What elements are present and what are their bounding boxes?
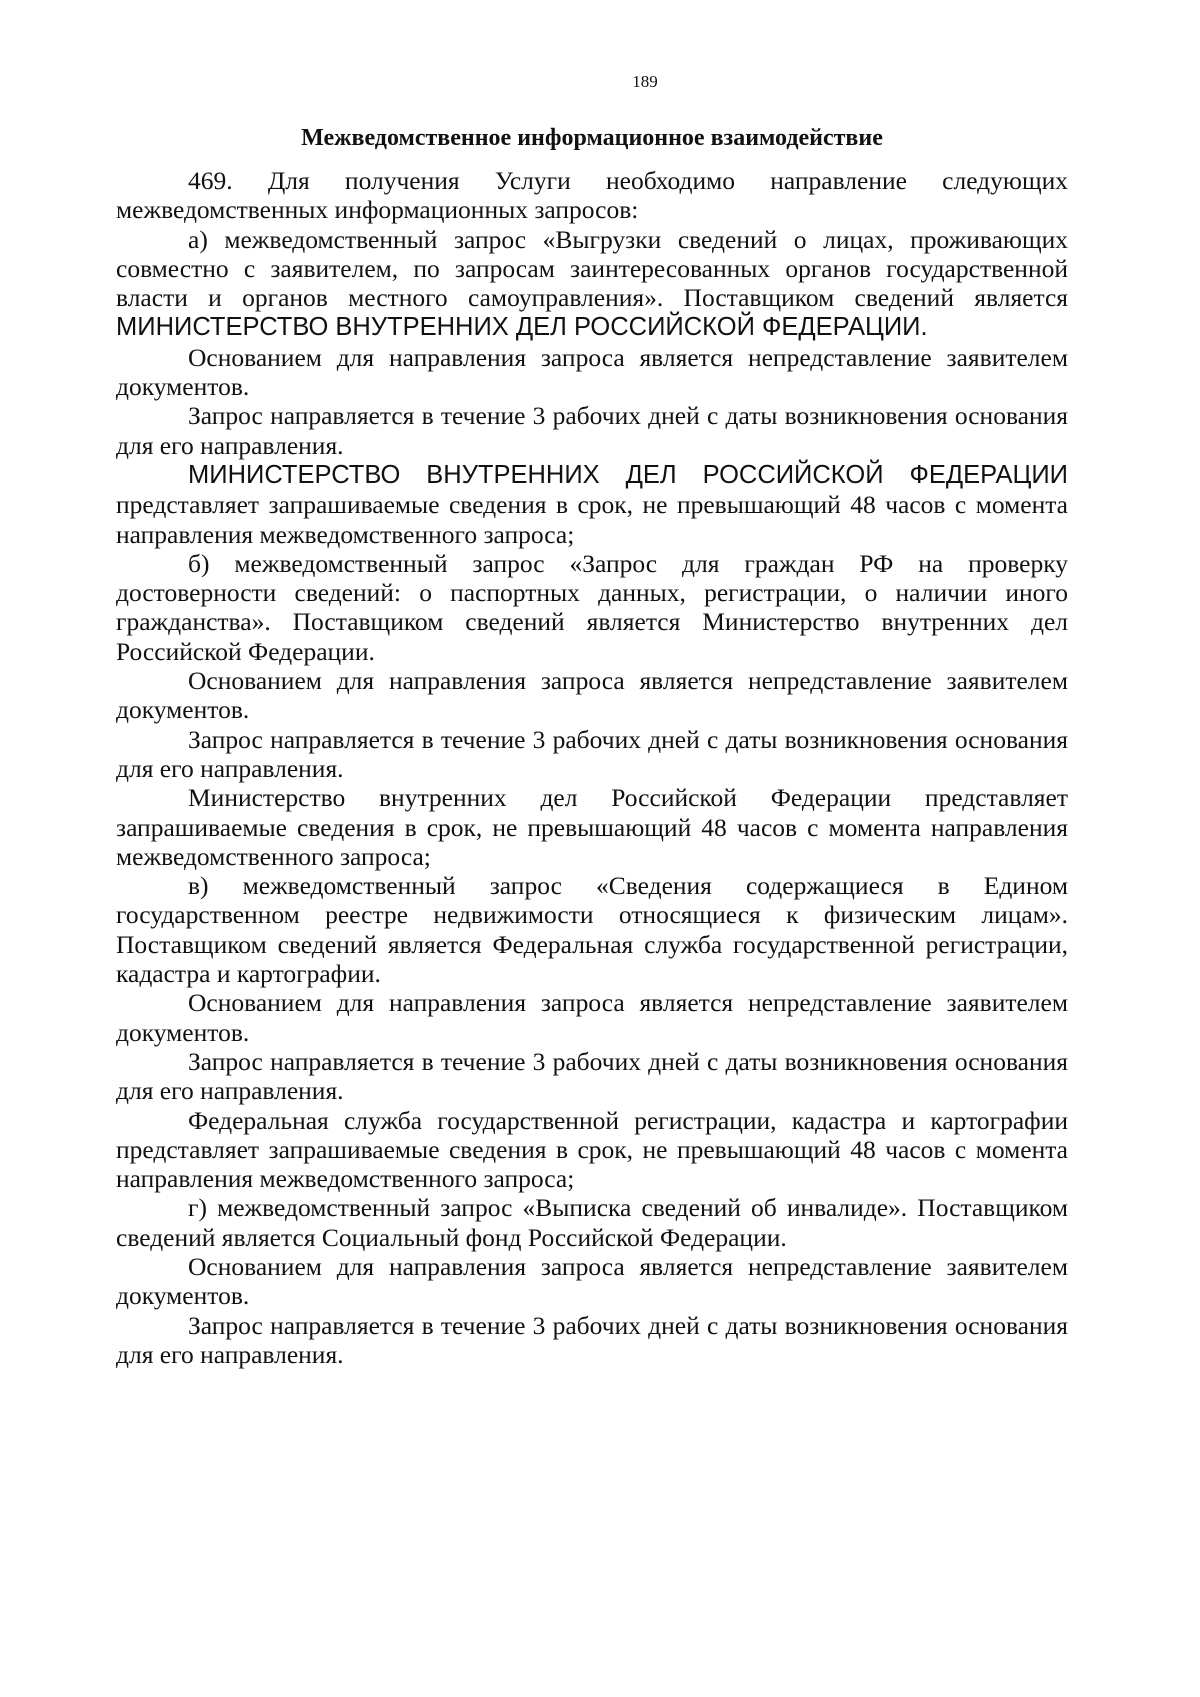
paragraph — [116, 988, 1068, 1047]
paragraph — [116, 871, 1068, 988]
paragraph — [116, 1311, 1068, 1370]
paragraph — [116, 401, 1068, 460]
paragraph — [116, 1252, 1068, 1311]
paragraph — [116, 549, 1068, 666]
paragraph-text: б) межведомственный запрос «Запрос для граждан РФ на проверку достоверности сведений: о паспортных данных, регистрации, о наличии иного гражданства». Поставщиком сведений является Министерство внутренних дел Российской Федерации. — [116, 548, 1068, 666]
paragraph — [116, 166, 1068, 225]
paragraph — [116, 1047, 1068, 1106]
paragraph — [116, 725, 1068, 784]
page-number: 189 — [632, 72, 658, 91]
paragraph — [116, 666, 1068, 725]
paragraph-text: г) межведомственный запрос «Выписка сведений об инвалиде». Поставщиком сведений является Социальный фонд Российской Федерации. — [116, 1193, 1068, 1252]
paragraph-text: Запрос направляется в течение 3 рабочих дней с даты возникновения основания для его направления. — [116, 1310, 1068, 1369]
document-body — [116, 166, 1068, 1369]
agency-name: МИНИСТЕРСТВО ВНУТРЕННИХ ДЕЛ РОССИЙСКОЙ ФЕДЕРАЦИИ — [188, 460, 1068, 489]
paragraph — [116, 460, 1068, 549]
paragraph-text: Основанием для направления запроса является непредставление заявителем документов. — [116, 666, 1068, 725]
paragraph-text: а) межведомственный запрос «Выгрузки сведений о лицах, проживающих совместно с заявителем, по запросам заинтересованных органов государственной власти и органов местного самоуправления». Поставщиком сведений является — [116, 224, 1068, 313]
section-heading: Межведомственное информационное взаимодействие — [301, 125, 883, 151]
paragraph-text: 469. Для получения Услуги необходимо направление следующих межведомственных информационных запросов: — [116, 166, 1068, 225]
paragraph-text: Основанием для направления запроса является непредставление заявителем документов. — [116, 1251, 1068, 1311]
paragraph-text: Запрос направляется в течение 3 рабочих дней с даты возникновения основания для его направления. — [116, 724, 1068, 783]
paragraph-text: Запрос направляется в течение 3 рабочих дней с даты возникновения основания для его направления. — [116, 401, 1068, 460]
paragraph — [116, 1106, 1068, 1194]
paragraph — [116, 1193, 1068, 1252]
agency-name: МИНИСТЕРСТВО ВНУТРЕННИХ ДЕЛ РОССИЙСКОЙ ФЕДЕРАЦИИ. — [116, 313, 928, 342]
paragraph-text: Запрос направляется в течение 3 рабочих дней с даты возникновения основания для его направления. — [116, 1046, 1068, 1106]
paragraph — [116, 225, 1068, 343]
paragraph-text: Основанием для направления запроса является непредставление заявителем документов. — [116, 342, 1068, 402]
paragraph — [116, 343, 1068, 402]
paragraph-text: Министерство внутренних дел Российской Федерации представляет запрашиваемые сведения в срок, не превышающий 48 часов с момента направления межведомственного запроса; — [116, 783, 1068, 871]
paragraph-text: в) межведомственный запрос «Сведения содержащиеся в Едином государственном реестре недвижимости относящиеся к физическим лицам». Поставщиком сведений является Федеральная служба государственной регистрации, кадастра и картографии. — [116, 871, 1068, 989]
paragraph — [116, 783, 1068, 871]
paragraph-text-continued: представляет запрашиваемые сведения в срок, не превышающий 48 часов с момента направления межведомственного запроса; — [116, 490, 1068, 549]
paragraph-text: Основанием для направления запроса является непредставление заявителем документов. — [116, 988, 1068, 1047]
paragraph-text: Федеральная служба государственной регистрации, кадастра и картографии представляет запрашиваемые сведения в срок, не превышающий 48 часов с момента направления межведомственного запроса; — [116, 1105, 1068, 1194]
